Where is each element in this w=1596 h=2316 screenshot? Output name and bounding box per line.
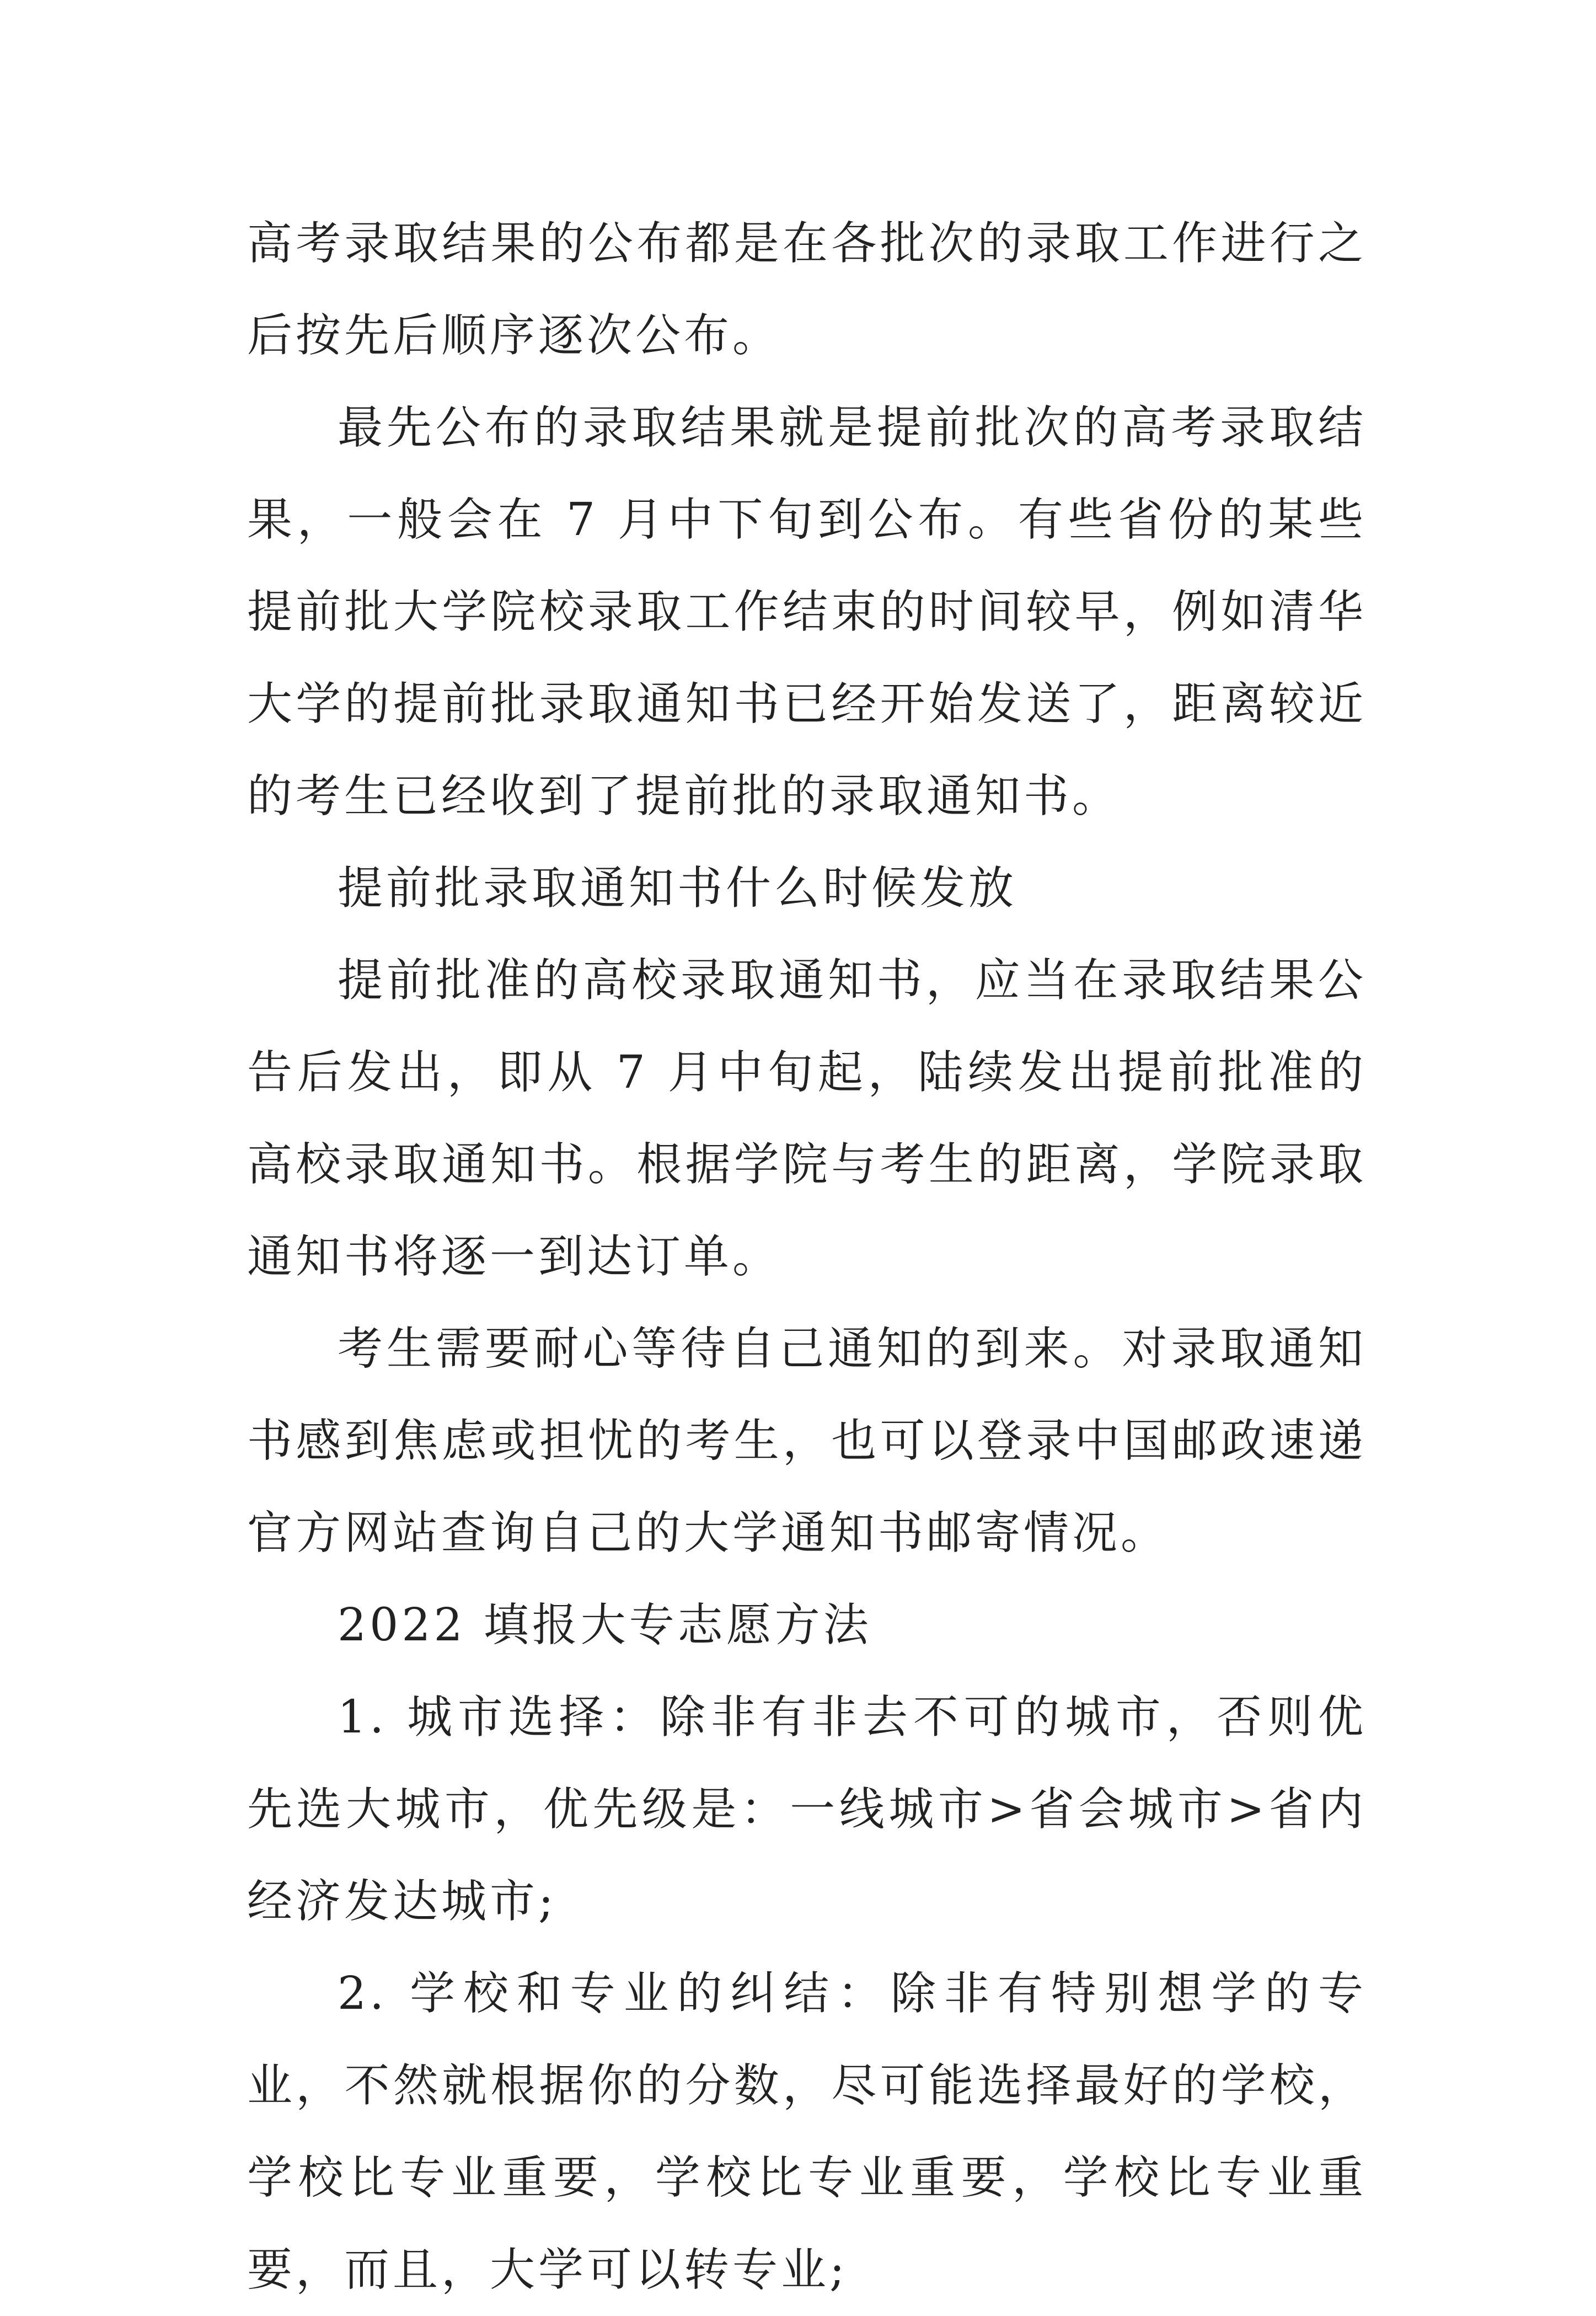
heading-2022-college-application-method: 2022 填报大专志愿方法 — [338, 1599, 872, 1651]
list-item-school-vs-major: 2. 学校和专业的纠结：除非有特别想学的专业，不然就根据你的分数，尽可能选择最好的学校，学校比专业重要，学校比专业重要，学校比专业重要，而且，大学可以转专业; — [247, 1967, 1367, 2296]
document-body — [247, 197, 1367, 2316]
paragraph-wait-for-notice: 考生需要耐心等待自己通知的到来。对录取通知书感到焦虑或担忧的考生，也可以登录中国邮政速递官方网站查询自己的大学通知书邮寄情况。 — [247, 1323, 1367, 1559]
heading-early-batch-notice-timing: 提前批录取通知书什么时候发放 — [338, 862, 1017, 914]
paragraph-early-batch-results: 最先公布的录取结果就是提前批次的高考录取结果，一般会在 7 月中下旬到公布。有些省份的某些提前批大学院校录取工作结束的时间较早，例如清华大学的提前批录取通知书已经开始发送了，距离较近的考生已经收到了提前批的录取通知书。 — [247, 402, 1367, 822]
paragraph-results-publication: 高考录取结果的公布都是在各批次的录取工作进行之后按先后顺序逐次公布。 — [247, 217, 1367, 362]
paragraph-early-batch-notice-delivery: 提前批准的高校录取通知书，应当在录取结果公告后发出，即从 7 月中旬起，陆续发出提前批准的高校录取通知书。根据学院与考生的距离，学院录取通知书将逐一到达订单。 — [247, 954, 1367, 1283]
list-item-city-selection: 1. 城市选择：除非有非去不可的城市，否则优先选大城市，优先级是：一线城市>省会城市>省内经济发达城市; — [247, 1691, 1367, 1928]
